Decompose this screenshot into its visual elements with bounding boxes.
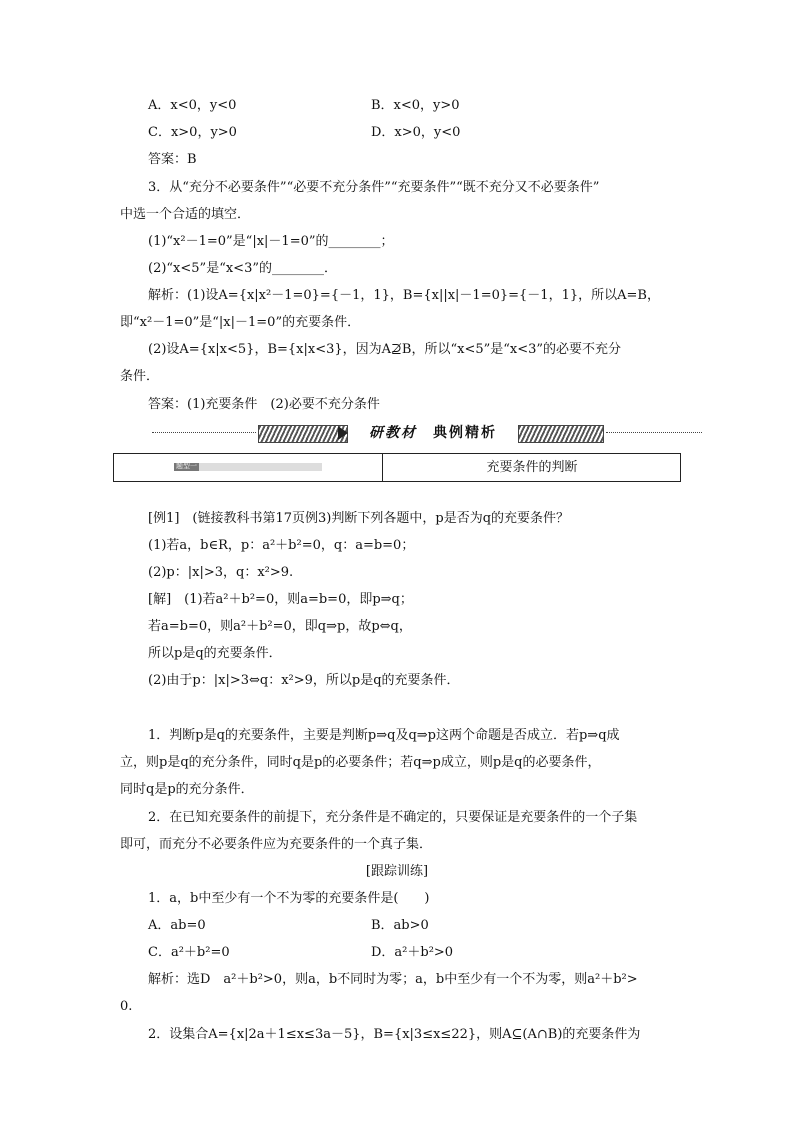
training-q2: 2．设集合A={x|2a＋1≤x≤3a－5}，B={x|3≤x≤22}，则A⊆(A∩B)的充要条件为 xyxy=(148,1027,641,1042)
option-b: B．x<0，y>0 xyxy=(371,98,460,113)
question-3-cont: 中选一个合适的填空． xyxy=(120,207,251,222)
training-q1: 1．a，b中至少有一个不为零的充要条件是( ) xyxy=(148,891,430,906)
question-3-part1: (1)“x²－1=0”是“|x|－1=0”的________； xyxy=(148,234,394,249)
question-3-part2: (2)“x<5”是“x<3”的________． xyxy=(148,261,337,276)
solution-line-4: (2)由于p：|x|>3⇔q：x²>9，所以p是q的充要条件． xyxy=(148,673,460,688)
solution-line-3: 所以p是q的充要条件． xyxy=(148,646,282,661)
example-1-part2: (2)p：|x|>3，q：x²>9. xyxy=(148,565,294,580)
training-q1-option-b: B．ab>0 xyxy=(371,918,429,933)
banner-title xyxy=(358,423,508,443)
divider-right xyxy=(606,432,702,433)
section-banner xyxy=(258,423,604,443)
option-d: D．x>0，y<0 xyxy=(371,125,461,140)
solution-line-2: 若a=b=0，则a²＋b²=0，即q⇒p，故p⇔q， xyxy=(148,619,412,634)
table-divider xyxy=(382,454,383,481)
banner-stripe-left xyxy=(258,425,348,443)
training-q1-analysis-cont: 0. xyxy=(120,999,133,1014)
topic-badge-bar xyxy=(174,463,322,471)
banner-stripe-right xyxy=(518,425,604,443)
method-1-line-2: 立，则p是q的充分条件，同时q是p的必要条件；若q⇒p成立，则p是q的必要条件， xyxy=(120,755,601,770)
analysis-line-1: 解析：(1)设A={x|x²－1=0}={－1，1}，B={x||x|－1=0}={－1，1}，所以A=B， xyxy=(148,288,660,303)
training-heading: [跟踪训练] xyxy=(365,864,429,879)
solution-line-1: [解] (1)若a²＋b²=0，则a=b=0，即p⇒q； xyxy=(148,592,413,607)
example-1: [例1] (链接教科书第17页例3)判断下列各题中，p是否为q的充要条件？ xyxy=(148,511,570,526)
method-1-line-3: 同时q是p的充分条件． xyxy=(120,782,254,797)
answer-3: 答案：(1)充要条件 (2)必要不充分条件 xyxy=(148,397,380,412)
topic-title: 充要条件的判断 xyxy=(486,460,578,475)
banner-title-sub: 典例精析 xyxy=(433,425,497,441)
training-q1-option-d: D．a²＋b²>0 xyxy=(371,945,454,960)
question-3: 3．从“充分不必要条件”“必要不充分条件”“充要条件”“既不充分又不必要条件” xyxy=(148,180,600,195)
answer-line: 答案：B xyxy=(148,152,197,167)
training-q1-option-c: C．a²＋b²=0 xyxy=(148,945,230,960)
method-1-line-1: 1．判断p是q的充要条件，主要是判断p⇒q及q⇒p这两个命题是否成立．若p⇒q成 xyxy=(148,728,620,743)
method-2-line-1: 2．在已知充要条件的前提下，充分条件是不确定的，只要保证是充要条件的一个子集 xyxy=(148,810,638,825)
analysis-line-4: 条件． xyxy=(120,369,160,384)
topic-table xyxy=(113,453,681,482)
method-2-line-2: 即可，而充分不必要条件应为充要条件的一个真子集． xyxy=(120,837,433,852)
option-c: C．x>0，y>0 xyxy=(148,125,237,140)
option-a: A．x<0，y<0 xyxy=(148,98,237,113)
training-q1-option-a: A．ab=0 xyxy=(148,918,206,933)
analysis-line-3: (2)设A={x|x<5}，B={x|x<3}，因为A⊉B，所以“x<5”是“x<3”的必要不充分 xyxy=(148,342,622,357)
example-1-part1: (1)若a，b∈R，p：a²＋b²=0，q：a=b=0； xyxy=(148,538,415,553)
divider-left xyxy=(152,432,256,433)
arrow-right-icon xyxy=(338,426,348,440)
banner-title-main: 研教材 xyxy=(369,425,417,441)
training-q1-analysis: 解析：选D a²＋b²>0，则a，b不同时为零；a，b中至少有一个不为零，则a²＋b²> xyxy=(148,972,638,987)
topic-badge: 题型一 xyxy=(176,462,197,470)
analysis-line-2: 即“x²－1=0”是“|x|－1=0”的充要条件． xyxy=(120,315,361,330)
